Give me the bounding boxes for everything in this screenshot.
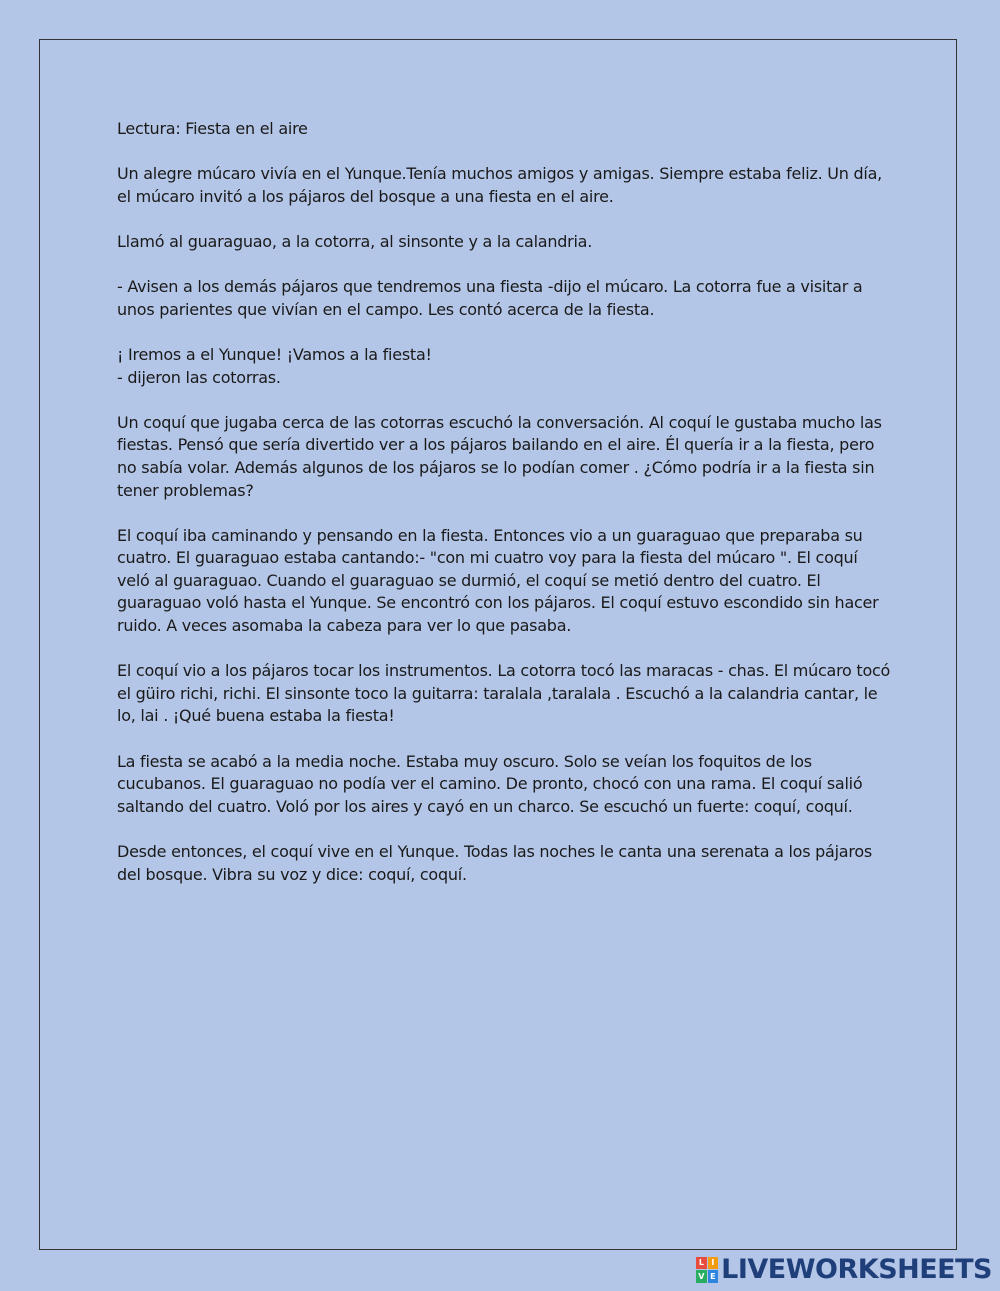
reading-content xyxy=(117,118,892,909)
logo-letter-l: L xyxy=(696,1257,707,1270)
reading-title: Lectura: Fiesta en el aire xyxy=(117,119,308,138)
liveworksheets-wordmark: LIVEWORKSHEETS xyxy=(721,1254,992,1285)
paragraph-5: - dijeron las cotorras. xyxy=(117,367,281,387)
logo-letter-i: I xyxy=(708,1257,719,1270)
paragraph-7: El coquí iba caminando y pensando en la fiesta. Entonces vio a un guaraguao que preparaba su cuatro. El guaraguao estaba cantando:- "con mi cuatro voy para la fiesta del múcaro ". El coquí veló al guaraguao. Cuando el guaraguao se durmió, el coquí se metió dentro del cuatro. El guaraguao voló hasta el Yunque. Se encontró con los pájaros. El coquí estuvo escondido sin hacer ruido. A veces asomaba la cabeza para ver lo que pasaba. xyxy=(117,525,879,636)
paragraph-3: - Avisen a los demás pájaros que tendremos una fiesta -dijo el múcaro. La cotorra fue a visitar a unos parientes que vivían en el campo. Les contó acerca de la fiesta. xyxy=(117,277,863,319)
paragraph-6: Un coquí que jugaba cerca de las cotorras escuchó la conversación. Al coquí le gustaba mucho las fiestas. Pensó que sería divertido ver a los pájaros bailando en el aire. Él quería ir a la fiesta, pero no sabía volar. Además algunos de los pájaros se lo podían comer . ¿Cómo podría ir a la fiesta sin tener problemas? xyxy=(117,412,882,500)
paragraph-2: Llamó al guaraguao, a la cotorra, al sinsonte y a la calandria. xyxy=(117,231,593,251)
paragraph-10: Desde entonces, el coquí vive en el Yunque. Todas las noches le canta una serenata a los pájaros del bosque. Vibra su voz y dice: coquí, coquí. xyxy=(117,842,872,884)
paragraph-4: ¡ Iremos a el Yunque! ¡Vamos a la fiesta! xyxy=(117,344,432,364)
liveworksheets-brand[interactable] xyxy=(696,1254,992,1285)
logo-letter-v: V xyxy=(696,1270,707,1283)
liveworksheets-logo-icon xyxy=(696,1257,718,1283)
paragraph-1: Un alegre múcaro vivía en el Yunque.Tenía muchos amigos y amigas. Siempre estaba feliz. Un día, el múcaro invitó a los pájaros del bosque a una fiesta en el aire. xyxy=(117,164,882,206)
logo-letter-e: E xyxy=(708,1270,719,1283)
paragraph-9: La fiesta se acabó a la media noche. Estaba muy oscuro. Solo se veían los foquitos de los cucubanos. El guaraguao no podía ver el camino. De pronto, chocó con una rama. El coquí salió saltando del cuatro. Voló por los aires y cayó en un charco. Se escuchó un fuerte: coquí, coquí. xyxy=(117,751,863,816)
paragraph-8: El coquí vio a los pájaros tocar los instrumentos. La cotorra tocó las maracas - chas. El múcaro tocó el güiro richi, richi. El sinsonte toco la guitarra: taralala ,taralala . Escuchó a la calandria cantar, le lo, lai . ¡Qué buena estaba la fiesta! xyxy=(117,661,891,726)
